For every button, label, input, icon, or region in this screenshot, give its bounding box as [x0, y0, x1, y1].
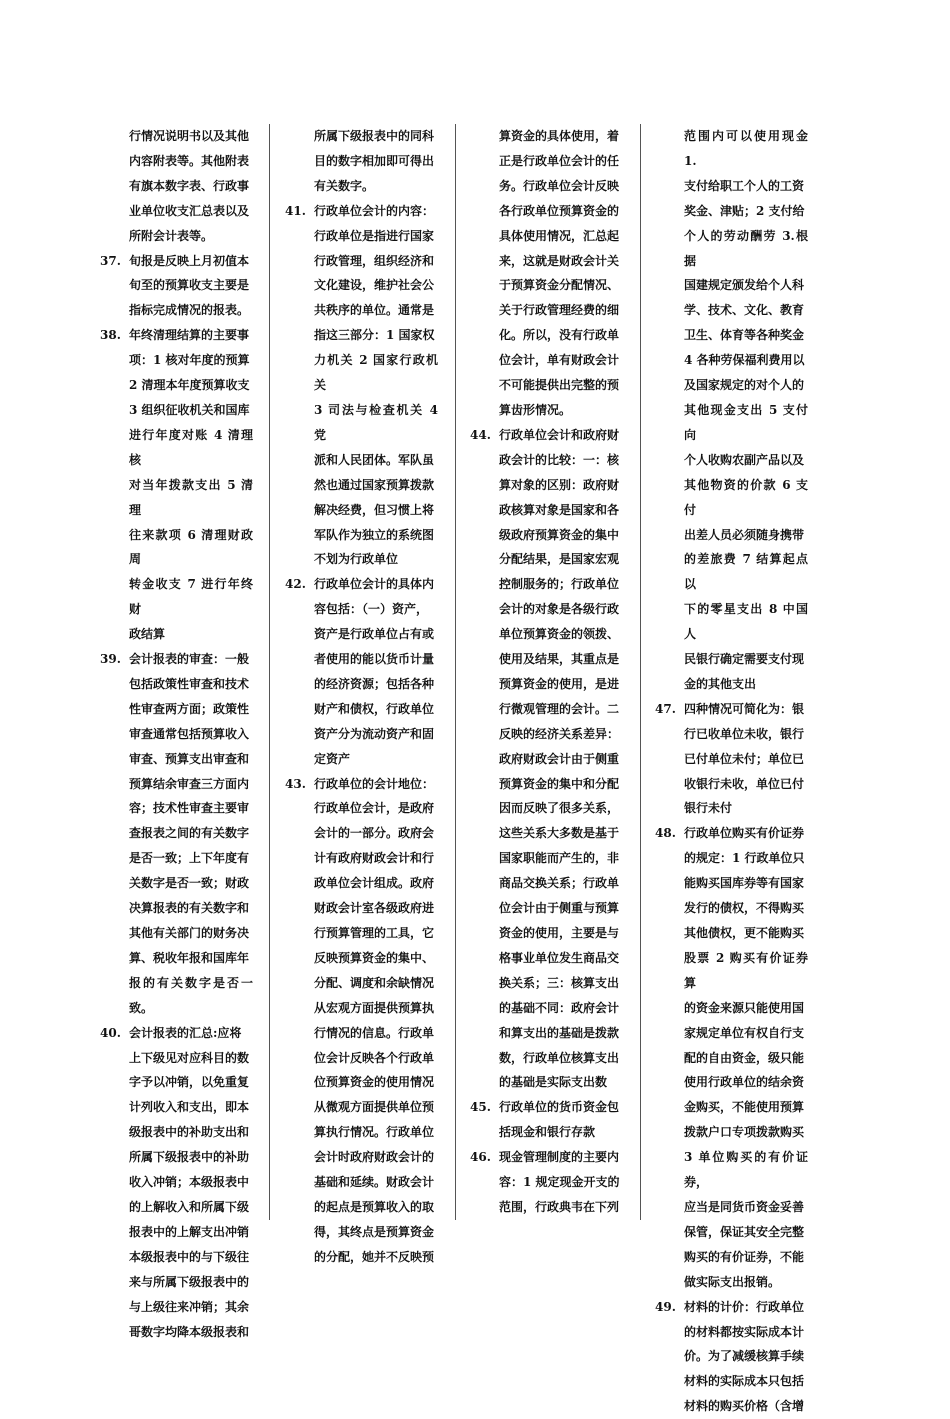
item-text: 现金管理制度的主要内 容：1 规定现金开支的 范围，行政典韦在下列	[499, 1150, 620, 1214]
item-text: 年终清理结算的主要事 项：1 核对年度的预算 2 清理本年度预算收支 3 组织征收机关和国库 进行年度对账 4 清理核 对当年拨款支出 5 清理 往来款项 6 清理财政周 转金收支 7 进行年终财 政结算	[129, 328, 253, 642]
item-text: 算资金的具体使用，着 正是行政单位会计的任 务。行政单位会计反映 各行政单位预算资金的 具体使用情况，汇总起 来，这就是财政会计关 于预算资金分配情况、 关于行政管理经费的细 化。所以，没有行政单 位会计，单有财政会计 不可能提供出完整的预 算齿形情况。	[499, 129, 620, 417]
item-text: 行情况说明书以及其他 内容附表等。其他附表 有旗本数字表、行政事 业单位收支汇总表以及 所附会计表等。	[129, 129, 250, 243]
item-number	[655, 124, 684, 697]
item-number	[285, 124, 314, 199]
numbered-item-46	[470, 1145, 638, 1220]
numbered-item-45	[470, 1095, 638, 1145]
item-number: 38.	[100, 328, 121, 343]
item-number: 45.	[470, 1100, 491, 1115]
item-text: 旬报是反映上月初值本 旬至的预算收支主要是 指标完成情况的报表。	[129, 253, 250, 318]
numbered-item-42	[285, 572, 453, 771]
continuation-paragraph	[285, 124, 453, 199]
text-column-2	[285, 124, 453, 1264]
item-text: 行政单位购买有价证券 的规定：1 行政单位只 能购买国库券等有国家 发行的债权，不得购买 其他债权，更不能购买 股票 2 购买有价证券算 的资金来源只能使用国 家规定单位有权自行支 配的自由资金，级只能 使用行政单位的结余资 金购买，不能使用预算 拨款户口专项拨款购买 3 单位购买的有价证券， 应当是同货币资金妥善 保管，保证其安全完整 购买的有价证券，不能 做实际支出报销。	[684, 826, 808, 1289]
text-column-3	[470, 124, 638, 1222]
item-text: 行政单位的货币资金包 括现金和银行存款	[499, 1100, 620, 1140]
item-number	[470, 124, 499, 423]
column-divider-2	[455, 124, 456, 1220]
numbered-item-43	[285, 772, 453, 1270]
item-text: 会计报表的汇总:应将 上下级见对应科目的数 字予以冲销，以免重复 计列收入和支出，即本 级报表中的补助支出和 所属下级报表中的补助 收入冲销；本级报表中 的上解收入和所属下级 报表中的上解支出冲销 本级报表中的与下级往 来与所属下级报表中的 与上级往来冲销；其余 哥数字均降本级报表和	[129, 1025, 250, 1339]
column-divider-1	[269, 124, 270, 1220]
item-number: 49.	[655, 1299, 676, 1314]
item-number: 44.	[470, 427, 491, 442]
item-number	[100, 124, 129, 249]
numbered-item-37	[100, 249, 268, 324]
numbered-item-47	[655, 697, 823, 822]
numbered-item-49	[655, 1295, 823, 1419]
item-text: 四种情况可简化为：银 行已收单位未收，银行 已付单位未付；单位已 收银行未收，单位已付 银行未付	[684, 701, 805, 816]
numbered-item-44	[470, 423, 638, 1095]
item-number: 46.	[470, 1150, 491, 1165]
item-number: 42.	[285, 577, 306, 592]
item-number: 43.	[285, 776, 306, 791]
item-number: 48.	[655, 826, 676, 841]
item-text: 行政单位会计和政府财 政会计的比较：一：核 算对象的区别：政府财 政核算对象是国家和各 级政府预算资金的集中 分配结果，是国家宏观 控制服务的；行政单位 会计的对象是各级行政 单位预算资金的领拨、 使用及结果，其重点是 预算资金的使用，是进 行微观管理的会计。二 反映的经济关系差异： 政府财政会计由于侧重 预算资金的集中和分配 因而反映了很多关系， 这些关系大多数是基于 国家职能而产生的，非 商品交换关系；行政单 位会计由于侧重与预算 资金的使用，主要是与 格事业单位发生商品交 换关系；三：核算支出 的基础不同：政府会计 和算支出的基础是拨款 数，行政单位核算支出 的基础是实际支出数	[499, 427, 620, 1090]
numbered-item-40	[100, 1021, 268, 1345]
item-number: 37.	[100, 253, 121, 268]
item-text: 行政单位会计的内容： 行政单位是指进行国家 行政管理，组织经济和 文化建设，维护社会公 共秩序的单位。通常是 指这三部分：1 国家权 力机关 2 国家行政机关 3 司法与检查机关 4 党 派和人民团体。军队虽 然也通过国家预算拨款 解决经费，但习惯上将 军队作为独立的系统图 不划为行政单位	[314, 203, 438, 567]
item-number: 39.	[100, 652, 121, 667]
item-text: 行政单位的会计地位： 行政单位会计，是政府 会计的一部分。政府会 计有政府财政会计和行 政单位会计组成。政府 财政会计室各级政府进 行预算管理的工具，它 反映预算资金的集中、 分配、调度和余缺情况 从宏观方面提供预算执 行情况的信息。行政单 位会计反映各个行政单 位预算资金的使用情况 从微观方面提供单位预 算执行情况。行政单位 会计时政府财政会计的 基础和延续。财政会计 的起点是预算收入的取 得，其终点是预算资金 的分配，她并不反映预	[314, 776, 435, 1264]
continuation-paragraph	[470, 124, 638, 423]
item-text: 会计报表的审查：一般 包括政策性审查和技术 性审查两方面；政策性 审查通常包括预算收入 审查、预算支出审查和 预算结余审查三方面内 容；技术性审查主要审 查报表之间的有关数字 是否一致；上下年度有 关数字是否一致；财政 决算报表的有关数字和 其他有关部门的财务决 算、税收年报和国库年 报的有关数字是否一致。	[129, 652, 253, 1015]
item-text: 行政单位会计的具体内 容包括：（一）资产， 资产是行政单位占有或 者使用的能以货币计量 的经济资源；包括各种 财产和债权，行政单位 资产分为流动资产和固 定资产	[314, 577, 435, 766]
item-number: 47.	[655, 701, 676, 716]
numbered-item-38	[100, 323, 268, 647]
item-text: 范围内可以使用现金 1. 支付给职工个人的工资 奖金、津贴；2 支付给 个人的劳动酬劳 3.根据 国建规定颁发给个人科 学、技术、文化、教育 卫生、体育等各种奖金 4 各种劳保福利费用以 及国家规定的对个人的 其他现金支出 5 支付向 个人收购农副产品以及 其他物资的价款 6 支付 出差人员必须随身携带 的差旅费 7 结算起点以 下的零星支出 8 中国人 民银行确定需要支付现 金的其他支出	[684, 129, 808, 691]
item-number: 40.	[100, 1025, 121, 1040]
item-text: 材料的计价：行政单位 的材料都按实际成本计 价。为了减缓核算手续 材料的实际成本只包括 材料的购买价格（含增	[684, 1299, 805, 1414]
item-text: 所属下级报表中的同科 目的数字相加即可得出 有关数字。	[314, 129, 435, 193]
continuation-paragraph	[100, 124, 268, 249]
numbered-item-41	[285, 199, 453, 573]
continuation-paragraph	[655, 124, 823, 697]
text-column-4	[655, 124, 823, 1414]
numbered-item-39	[100, 647, 268, 1021]
item-number: 41.	[285, 203, 306, 218]
text-column-1	[100, 124, 268, 1339]
column-divider-3	[640, 124, 641, 1220]
numbered-item-48	[655, 821, 823, 1294]
